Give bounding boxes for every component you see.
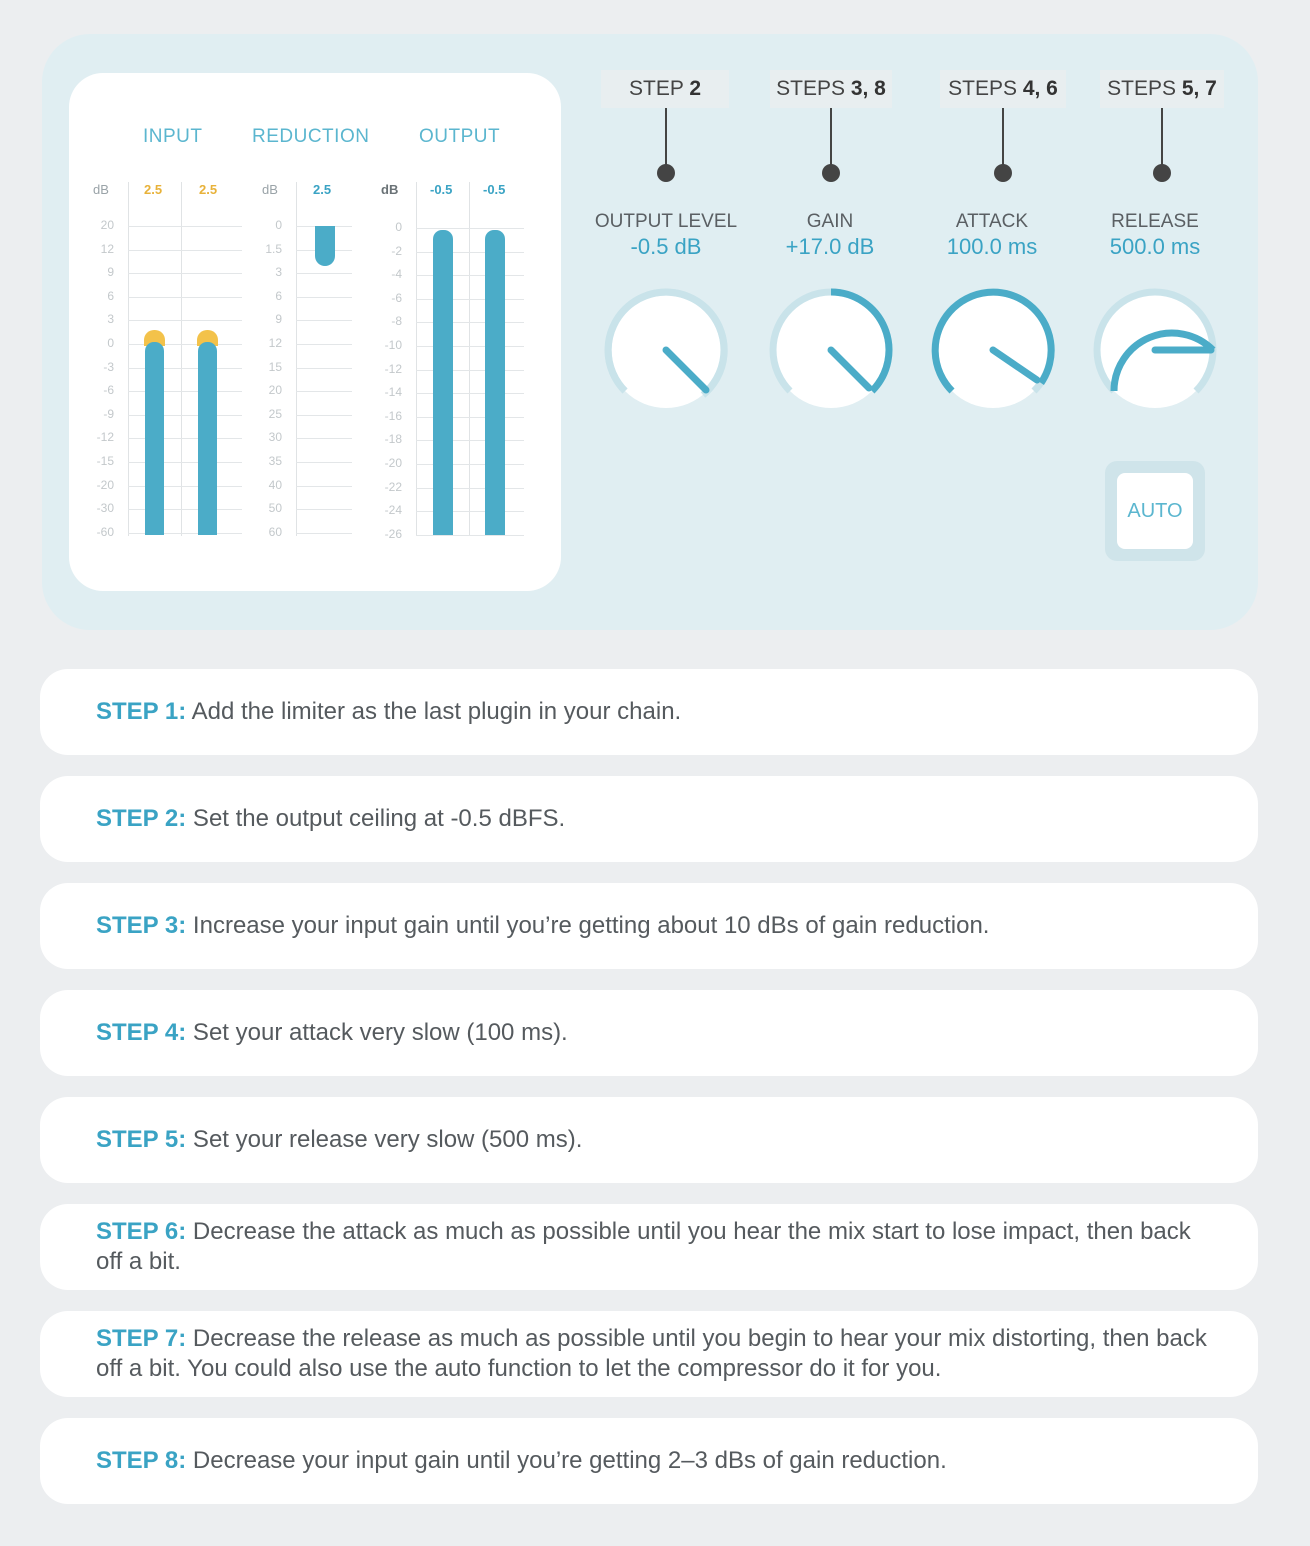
step-label: STEP 2: [96,805,187,832]
output-tick-label: -24 [384,503,402,518]
reduction-tick-label: 50 [268,501,282,516]
reduction-grid-line [296,368,352,369]
step-label: STEP 6: [96,1218,187,1245]
input-peak-right: 2.5 [199,182,218,197]
step-text: Add the limiter as the last plugin in your chain. [186,698,682,725]
reduction-separator [296,182,297,536]
callout-stem [665,108,667,172]
step-text: Set your release very slow (500 ms). [186,1126,583,1153]
attack-value: 100.0 ms [946,234,1038,259]
input-grid-line [128,273,242,274]
reduction-tick-label: 1.5 [265,241,282,256]
auto-button-label: AUTO [1117,473,1193,549]
reduction-tick-label: 60 [268,524,282,539]
step-text: Decrease your input gain until you’re getting 2–3 dBs of gain reduction. [186,1447,947,1474]
input-tick-label: -30 [96,501,114,516]
output-level-knob[interactable] [604,288,728,412]
reduction-grid-line [296,320,352,321]
output-tick-label: -2 [391,243,402,258]
gain-knob[interactable] [769,288,893,412]
output-tick-label: 0 [395,220,402,234]
output-tick-label: -22 [384,479,402,494]
step-text: Set the output ceiling at -0.5 dBFS. [186,805,566,832]
output-tick-label: -10 [384,338,402,352]
output-tick-label: -12 [384,361,402,376]
output-tick-label: -14 [384,385,402,400]
input-grid-line [128,320,242,321]
input-tick-label: 6 [107,288,114,303]
step-tag-output-level: STEP 2 [601,70,729,108]
output-grid-line [416,228,524,229]
output-unit: dB [381,182,399,197]
output-separator [416,182,417,536]
output-tick-label: -26 [384,526,402,541]
step-tag-gain: STEPS 3, 8 [770,70,892,108]
step-row [40,776,1258,862]
attack-label: ATTACK [955,211,1029,232]
output-bar-right [485,230,505,535]
gain-value: +17.0 dB [785,234,875,259]
output-tick-label: -20 [384,456,402,470]
input-tick-label: 12 [100,241,114,256]
gain-label: GAIN [806,211,854,232]
reduction-grid-line [296,486,352,487]
step-text: Decrease the attack as much as possible until you hear the mix start to lose impact, then back off a bit. [96,1218,1191,1275]
callout-stem [1161,108,1163,172]
output-tick-label: -18 [384,432,402,447]
output-tick-label: -16 [384,408,402,423]
step-row [40,883,1258,969]
step-label: STEP 1: [96,698,187,725]
input-meter-header: INPUT [143,126,203,147]
callout-dot [657,164,675,182]
reduction-peak: 2.5 [313,182,332,197]
input-grid-line [128,297,242,298]
reduction-tick-label: 9 [275,312,282,327]
step-row [40,1204,1258,1290]
step-row [40,1097,1258,1183]
step-tag-release: STEPS 5, 7 [1100,70,1224,108]
input-tick-label: 3 [107,312,114,327]
reduction-grid-line [296,391,352,392]
input-peak-left: 2.5 [144,182,163,197]
input-tick-label: -3 [103,359,114,374]
step-label: STEP 8: [96,1447,187,1474]
input-grid-line [128,226,242,227]
step-label: STEP 5: [96,1126,187,1153]
input-tick-label: -6 [103,383,114,398]
input-grid-line [128,250,242,251]
input-tick-label: 9 [107,265,114,280]
reduction-tick-label: 20 [268,383,282,398]
input-tick-label: -20 [96,477,114,492]
output-meter-header: OUTPUT [419,126,501,147]
callout-dot [1153,164,1171,182]
reduction-tick-label: 6 [275,288,282,303]
output-level-value: -0.5 dB [630,234,702,259]
output-bar-left [433,230,453,535]
output-level-label: OUTPUT LEVEL [594,211,738,232]
step-label: STEP 3: [96,912,187,939]
input-bar-right [198,342,217,535]
step-text: Decrease the release as much as possible until you begin to hear your mix distorting, then back off a bit. You could also use the auto function to let the compressor do it for you. [96,1325,1207,1382]
input-tick-label: -9 [103,406,114,421]
reduction-tick-label: 0 [275,218,282,232]
reduction-grid-line [296,509,352,510]
input-channel-separator [181,182,182,536]
callout-dot [822,164,840,182]
reduction-tick-label: 25 [268,406,282,421]
reduction-unit: dB [262,182,278,197]
input-separator [128,182,129,536]
callout-dot [994,164,1012,182]
attack-knob[interactable] [931,288,1055,412]
output-tick-label: -6 [391,290,402,305]
release-value: 500.0 ms [1109,234,1201,259]
reduction-bar [315,226,335,266]
reduction-grid-line [296,273,352,274]
output-tick-label: -8 [391,314,402,329]
output-peak-left: -0.5 [430,182,453,197]
output-peak-right: -0.5 [483,182,506,197]
reduction-grid-line [296,415,352,416]
output-channel-separator [469,182,470,536]
step-row [40,1311,1258,1397]
reduction-tick-label: 12 [268,336,282,350]
release-label: RELEASE [1111,211,1199,232]
input-tick-label: -12 [96,430,114,445]
input-bar-left [145,342,164,535]
step-row [40,990,1258,1076]
step-text: Increase your input gain until you’re getting about 10 dBs of gain reduction. [186,912,990,939]
input-unit: dB [93,182,109,197]
callout-stem [830,108,832,172]
reduction-grid-line [296,344,352,345]
reduction-tick-label: 3 [275,265,282,280]
callout-stem [1002,108,1004,172]
step-label: STEP 7: [96,1325,187,1352]
reduction-grid-line [296,462,352,463]
input-tick-label: 0 [107,336,114,350]
release-knob[interactable] [1093,288,1217,412]
reduction-tick-label: 35 [268,454,282,468]
step-tag-attack: STEPS 4, 6 [940,70,1066,108]
reduction-meter-header: REDUCTION [252,126,370,147]
reduction-tick-label: 30 [268,430,282,445]
reduction-grid-line [296,533,352,534]
output-tick-label: -4 [391,267,402,282]
reduction-grid-line [296,438,352,439]
step-row [40,669,1258,755]
step-row [40,1418,1258,1504]
input-tick-label: -60 [96,524,114,539]
auto-button[interactable] [1105,461,1205,561]
reduction-tick-label: 40 [268,477,282,492]
step-text: Set your attack very slow (100 ms). [186,1019,568,1046]
input-tick-label: 20 [100,218,114,232]
step-label: STEP 4: [96,1019,187,1046]
reduction-tick-label: 15 [268,359,282,374]
reduction-grid-line [296,297,352,298]
input-tick-label: -15 [96,454,114,468]
